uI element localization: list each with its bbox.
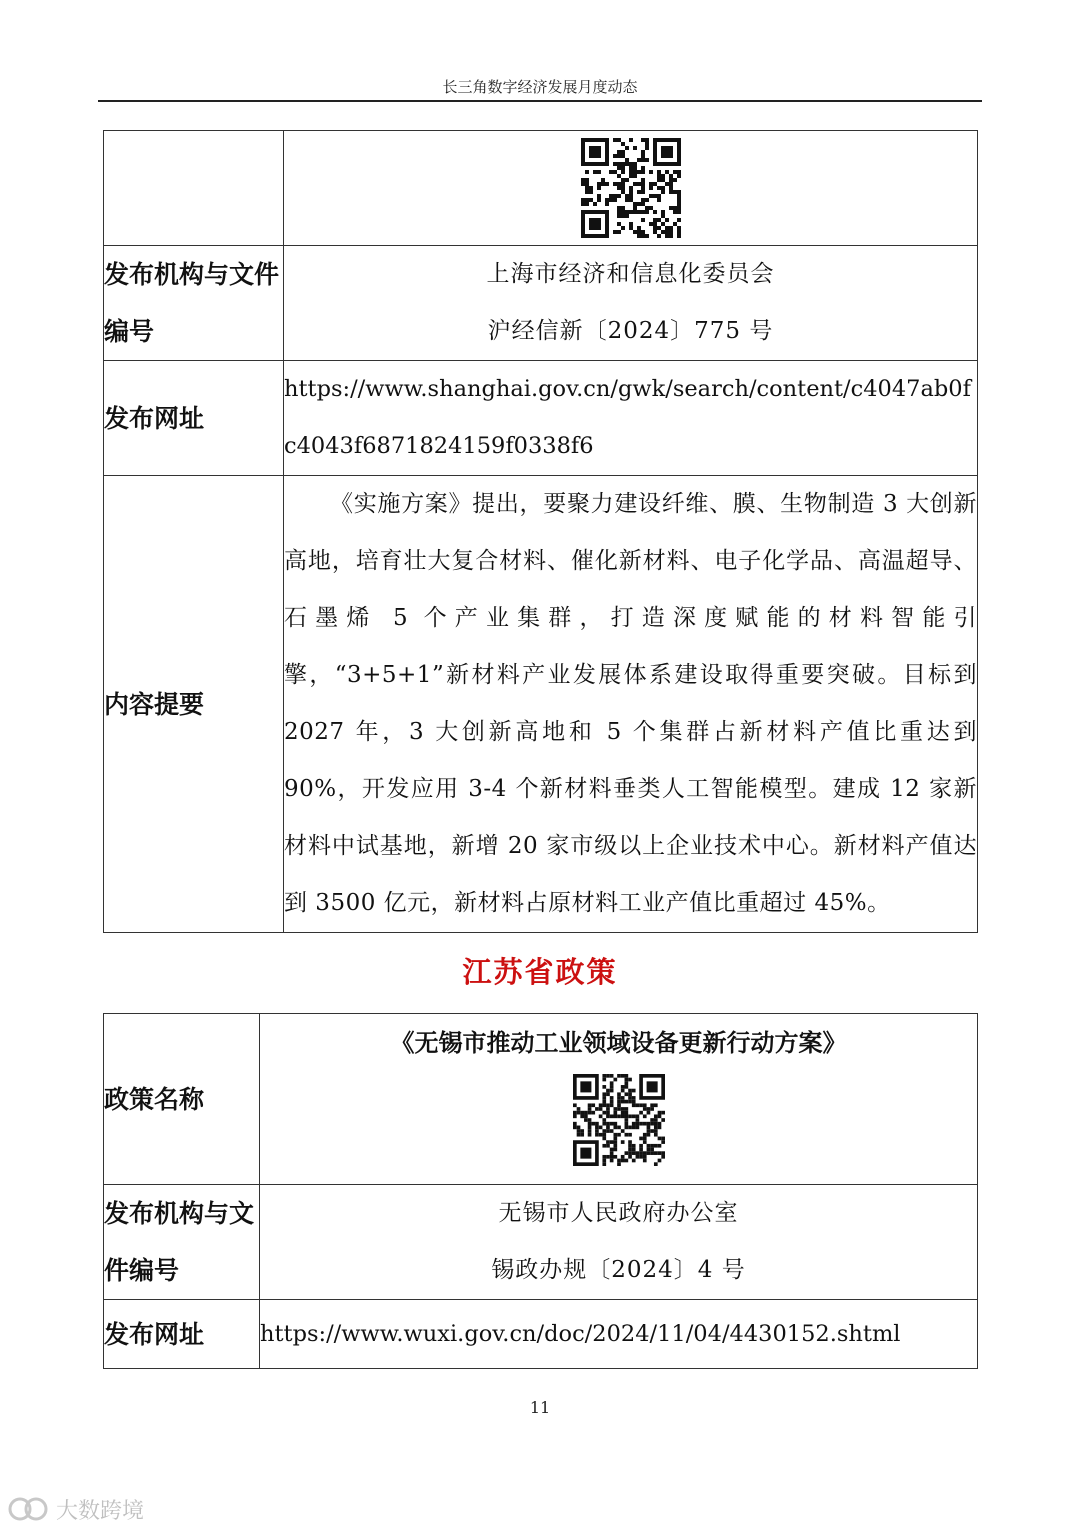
table-row (104, 131, 978, 246)
table-row (104, 246, 978, 361)
section-title: 江苏省政策 (462, 955, 618, 989)
policy-table-wuxi (103, 1013, 978, 1369)
policy-name-cell (260, 1014, 978, 1185)
url-link[interactable]: https://www.shanghai.gov.cn/gwk/search/content/c4047ab0fc4043f6871824159f0338f6 (284, 361, 978, 476)
org-name: 上海市经济和信息化委员会 (486, 261, 775, 287)
org-cell (260, 1185, 978, 1300)
summary-text: 《实施方案》提出，要聚力建设纤维、膜、生物制造 3 大创新高地，培育壮大复合材料、催化新材料、电子化学品、高温超导、石墨烯 5 个产业集群，打造深度赋能的材料智能引擎，“3+5+1”新材料产业发展体系建设取得重要突破。目标到 2027 年，3 大创新高地和 5 个集群占新材料产值比重达到 90%，开发应用 3-4 个新材料垂类人工智能模型。建成 12 家新材料中试基地，新增 20 家市级以上企业技术中心。新材料产值达到 3500 亿元，新材料占原材料工业产值比重超过 45%。 (284, 476, 978, 933)
org-label: 发布机构与文件编号 (104, 1185, 260, 1300)
empty-label-cell (104, 131, 284, 246)
policy-name-label: 政策名称 (104, 1014, 260, 1185)
url-link[interactable]: https://www.wuxi.gov.cn/doc/2024/11/04/4430152.shtml (260, 1300, 978, 1369)
url-label: 发布网址 (104, 1300, 260, 1369)
watermark-text: 大数跨境 (56, 1498, 145, 1524)
policy-table-shanghai (103, 130, 978, 933)
summary-label: 内容提要 (104, 476, 284, 933)
org-label: 发布机构与文件编号 (104, 246, 284, 361)
table-row (104, 361, 978, 476)
brand-logo-icon (8, 1495, 50, 1523)
doc-number: 沪经信新〔2024〕775 号 (487, 318, 774, 344)
watermark (8, 1492, 144, 1526)
running-header: 长三角数字经济发展月度动态 (98, 76, 982, 102)
table-row (104, 476, 978, 933)
doc-number: 锡政办规〔2024〕4 号 (491, 1257, 746, 1283)
qr-code-icon (581, 138, 681, 238)
page-number: 11 (529, 1398, 551, 1417)
policy-title: 《无锡市推动工业领域设备更新行动方案》 (390, 1029, 847, 1057)
org-name: 无锡市人民政府办公室 (498, 1200, 739, 1226)
url-label: 发布网址 (104, 361, 284, 476)
table-row (104, 1185, 978, 1300)
qr-code-icon (573, 1074, 665, 1166)
org-cell (284, 246, 978, 361)
table-row (104, 1300, 978, 1369)
table-row (104, 1014, 978, 1185)
qr-cell (284, 131, 978, 246)
